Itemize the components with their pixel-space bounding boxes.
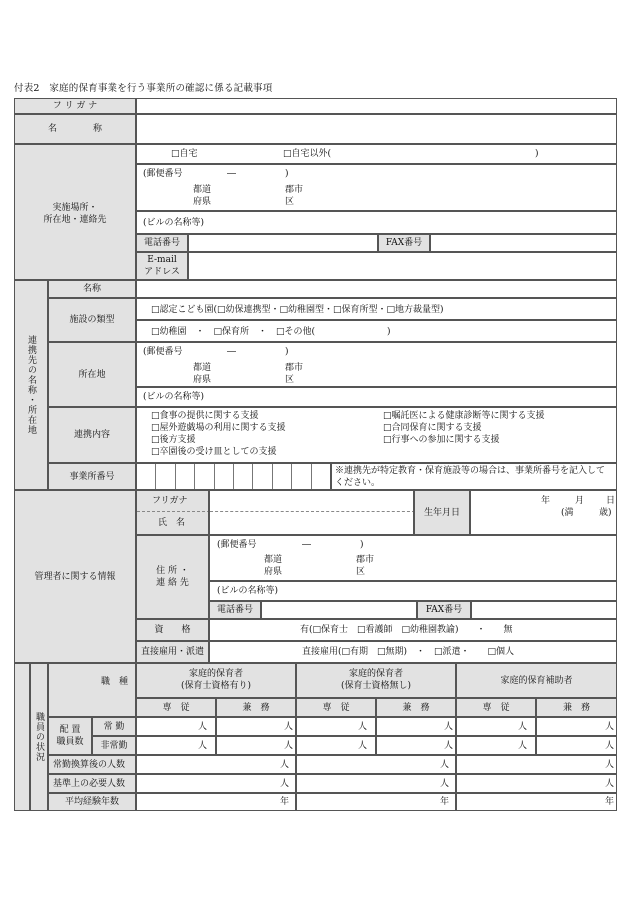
manager-label: 管理者に関する情報: [14, 490, 136, 663]
unit-person: 人: [197, 722, 207, 732]
birthdate-input[interactable]: [470, 490, 617, 535]
unit-person: 人: [443, 722, 453, 732]
manager-fax-input[interactable]: [471, 601, 617, 619]
manager-shimei-label: 氏 名: [158, 518, 186, 528]
nonregular-col1-part[interactable]: [216, 736, 296, 755]
coop-playground-checkbox[interactable]: □屋外遊戯場の利用に関する支援: [151, 423, 286, 433]
partner-building[interactable]: [136, 387, 617, 407]
facility-type-row2[interactable]: [136, 320, 617, 342]
manager-fax-label: FAX番号: [417, 601, 471, 619]
manager-building-label: (ビルの名称等): [217, 586, 279, 596]
col2-header-line1: 家庭的保育者: [348, 669, 403, 679]
nonregular-col1-full[interactable]: [136, 736, 216, 755]
partner-building-label: (ビルの名称等): [143, 392, 205, 402]
required-col1[interactable]: [136, 774, 296, 793]
cooperation-label: 連携内容: [48, 407, 136, 463]
avg-years-col2[interactable]: [296, 793, 456, 811]
office-number-input[interactable]: [136, 463, 331, 490]
cooperation-options: [136, 407, 617, 463]
fax-label: FAX番号: [378, 234, 430, 252]
manager-postal-dash: ―: [302, 540, 311, 550]
manager-gunshi-label: 郡市: [356, 555, 375, 565]
birthdate-label: 生年月日: [414, 490, 470, 535]
partner-fuken-label: 府県: [193, 375, 212, 385]
coop-backup-checkbox[interactable]: □後方支援: [151, 435, 196, 445]
birth-month-label: 月: [575, 496, 585, 506]
unit-person: 人: [357, 722, 367, 732]
coop-events-checkbox[interactable]: □行事への参加に関する支援: [383, 435, 500, 445]
manager-fuken-label: 府県: [264, 567, 283, 577]
unit-person: 人: [604, 779, 614, 789]
unit-person: 人: [604, 722, 614, 732]
manager-address-line1: 住 所 ・: [156, 566, 189, 576]
partner-name-label: 名称: [48, 280, 136, 298]
required-col2[interactable]: [296, 774, 456, 793]
regular-col1-part[interactable]: [216, 717, 296, 736]
manager-tel-input[interactable]: [261, 601, 417, 619]
other-checkbox[interactable]: □自宅以外(: [283, 149, 332, 159]
postal-close: ): [285, 169, 289, 179]
unit-person: 人: [604, 741, 614, 751]
name-input[interactable]: [136, 114, 617, 144]
required-col3[interactable]: [456, 774, 617, 793]
nonregular-label: 非常勤: [92, 736, 136, 755]
col1-header-line2: (保育士資格有り): [180, 681, 252, 691]
nonregular-col3-full[interactable]: [456, 736, 536, 755]
unit-person: 人: [443, 741, 453, 751]
unit-person: 人: [197, 741, 207, 751]
col2-parttime-header: 兼 務: [376, 698, 456, 717]
email-label-line1: E-mail: [147, 255, 177, 265]
col3-parttime-header: 兼 務: [536, 698, 617, 717]
unit-person: 人: [439, 779, 449, 789]
qualification-options[interactable]: 有(□保育士 □看護師 □幼稚園教諭) ・ 無: [209, 619, 617, 641]
postal-dash: ―: [227, 169, 236, 179]
col2-header: [296, 663, 456, 698]
unit-person: 人: [517, 741, 527, 751]
location-building[interactable]: [136, 211, 617, 234]
office-number-note: ※連携先が特定教育・保育施設等の場合は、事業所番号を記入してください。: [331, 463, 617, 490]
manager-postal-label: (郵便番号: [217, 540, 257, 550]
age-close-label: 歳): [599, 508, 612, 518]
ku-label: 区: [285, 197, 295, 207]
staff-outer-margin: [14, 663, 30, 811]
unit-person: 人: [283, 722, 293, 732]
partner-gunshi-label: 郡市: [285, 363, 304, 373]
manager-postal-close: ): [360, 540, 364, 550]
facility-type-row1[interactable]: [136, 298, 617, 320]
manager-address-label: [136, 535, 209, 619]
nonregular-col2-part[interactable]: [376, 736, 456, 755]
col3-fulltime-header: 専 従: [456, 698, 536, 717]
fte-col1[interactable]: [136, 755, 296, 774]
staff-side-label: [30, 663, 48, 811]
unit-person: 人: [283, 741, 293, 751]
fte-label: [48, 755, 136, 774]
manager-tel-label: 電話番号: [209, 601, 261, 619]
manager-address-line2: 連 絡 先: [156, 578, 189, 588]
col2-header-line2: (保育士資格無し): [340, 681, 412, 691]
partner-todo-label: 都道: [193, 363, 212, 373]
manager-ku-label: 区: [356, 567, 366, 577]
nonregular-col2-full[interactable]: [296, 736, 376, 755]
tel-label: 電話番号: [136, 234, 188, 252]
postal-label: (郵便番号: [143, 169, 183, 179]
avg-years-col3[interactable]: [456, 793, 617, 811]
building-label: (ビルの名称等): [143, 218, 205, 228]
manager-name-label: [136, 490, 209, 535]
employment-options[interactable]: 直接雇用(□有期 □無期) ・ □派遣・ □個人: [209, 641, 617, 663]
location-label: [14, 144, 136, 280]
coop-health-checkbox[interactable]: □嘱託医による健康診断等に関する支援: [383, 411, 545, 421]
email-label-line2: アドレス: [144, 267, 180, 277]
unit-year: 年: [439, 797, 449, 807]
partner-postal-dash: ―: [227, 347, 236, 357]
coop-after-graduation-checkbox[interactable]: □卒園後の受け皿としての支援: [151, 447, 277, 457]
employment-label: 直接雇用・派遣: [136, 641, 209, 663]
fuken-label: 府県: [193, 197, 212, 207]
col2-fulltime-header: 専 従: [296, 698, 376, 717]
furigana-input[interactable]: [136, 98, 617, 114]
facility-type-text2: □幼稚園 ・ □保育所 ・ □その他( ): [151, 327, 391, 337]
fte-col2[interactable]: [296, 755, 456, 774]
manager-address[interactable]: [209, 535, 617, 581]
unit-year: 年: [279, 797, 289, 807]
manager-todo-label: 都道: [264, 555, 283, 565]
unit-person: 人: [279, 760, 289, 770]
regular-col3-part[interactable]: [536, 717, 617, 736]
age-open-label: (満: [561, 508, 574, 518]
gunshi-label: 郡市: [285, 185, 304, 195]
job-type-label: [48, 663, 136, 717]
email-label: [136, 252, 188, 280]
nonregular-col3-part[interactable]: [536, 736, 617, 755]
facility-type-label: 施設の類型: [48, 298, 136, 342]
regular-col2-full[interactable]: [296, 717, 376, 736]
col1-parttime-header: 兼 務: [216, 698, 296, 717]
location-label-line2: 所在地・連絡先: [43, 215, 107, 225]
required-label: [48, 774, 136, 793]
partner-ku-label: 区: [285, 375, 295, 385]
regular-col2-part[interactable]: [376, 717, 456, 736]
coop-joint-care-checkbox[interactable]: □合同保育に関する支援: [383, 423, 482, 433]
staff-side-text: 職員の状況: [34, 712, 44, 762]
unit-person: 人: [279, 779, 289, 789]
birth-day-label: 日: [606, 496, 616, 506]
col1-fulltime-header: 専 従: [136, 698, 216, 717]
email-input[interactable]: [188, 252, 617, 280]
partner-side-label: [14, 280, 48, 490]
birth-year-label: 年: [541, 496, 551, 506]
col3-header: 家庭的保育補助者: [456, 663, 617, 698]
facility-type-text1: □認定こども園(□幼保連携型・□幼稚園型・□保育所型・□地方裁量型): [151, 305, 444, 315]
office-number-label: 事業所番号: [48, 463, 136, 490]
regular-col3-full[interactable]: [456, 717, 536, 736]
job-type-text: 職 種: [101, 677, 129, 687]
other-close: ): [535, 149, 539, 159]
home-checkbox[interactable]: □自宅: [171, 149, 198, 159]
tel-input[interactable]: [188, 234, 378, 252]
partner-postal-label: (郵便番号: [143, 347, 183, 357]
assigned-staff-label: [48, 717, 92, 755]
fte-col3[interactable]: [456, 755, 617, 774]
partner-address-label: 所在地: [48, 342, 136, 407]
unit-person: 人: [439, 760, 449, 770]
location-type-row: [136, 144, 617, 164]
partner-address[interactable]: [136, 342, 617, 387]
partner-name-input[interactable]: [136, 280, 617, 298]
partner-side-text: 連携先の名称・所在地: [26, 335, 36, 435]
name-label: 名 称: [14, 114, 136, 144]
coop-meal-checkbox[interactable]: □食事の提供に関する支援: [151, 411, 259, 421]
location-label-line1: 実施場所・: [52, 203, 98, 213]
document-title: 付表2 家庭的保育事業を行う事業所の確認に係る記載事項: [14, 83, 273, 94]
col1-header: [136, 663, 296, 698]
col1-header-line1: 家庭的保育者: [188, 669, 243, 679]
fte-text: 常勤換算後の人数: [53, 760, 126, 770]
unit-person: 人: [357, 741, 367, 751]
fax-input[interactable]: [430, 234, 617, 252]
qualification-label: 資 格: [136, 619, 209, 641]
location-address[interactable]: [136, 164, 617, 211]
manager-building[interactable]: [209, 581, 617, 601]
required-text: 基準上の必要人数: [53, 779, 126, 789]
todo-label: 都道: [193, 185, 212, 195]
unit-person: 人: [517, 722, 527, 732]
avg-years-col1[interactable]: [136, 793, 296, 811]
avg-years-label: 平均経験年数: [48, 793, 136, 811]
unit-year: 年: [604, 797, 614, 807]
registration-form: [14, 98, 617, 811]
manager-furigana-label: フリガナ: [152, 496, 188, 506]
unit-person: 人: [604, 760, 614, 770]
regular-col1-full[interactable]: [136, 717, 216, 736]
partner-postal-close: ): [285, 347, 289, 357]
regular-label: 常 勤: [92, 717, 136, 736]
assigned-staff-line1: 配 置: [59, 725, 81, 735]
furigana-label: フ リ ガ ナ: [14, 98, 136, 114]
manager-name-input[interactable]: [209, 490, 414, 535]
assigned-staff-line2: 職員数: [56, 737, 84, 747]
